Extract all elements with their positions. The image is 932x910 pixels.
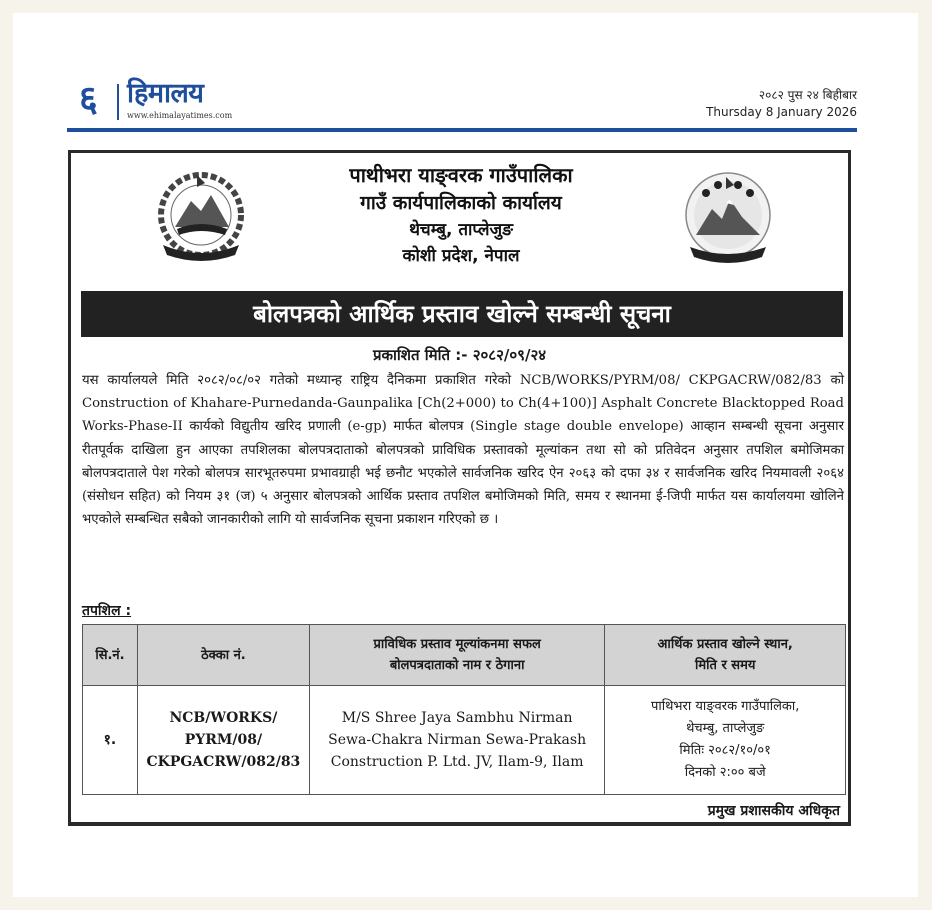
table-row xyxy=(83,686,846,795)
opening-place: पाथिभरा याङ्वरक गाउँपालिका, xyxy=(650,699,800,714)
bidder-line3: Construction P. Ltd. JV, Ilam-9, Ilam xyxy=(330,754,584,770)
header-opening xyxy=(605,625,846,686)
header-opening-line1: आर्थिक प्रस्ताव खोल्ने स्थान, xyxy=(657,637,793,652)
contract-no-line3: CKPGACRW/082/83 xyxy=(146,754,301,770)
page-number: ६ xyxy=(79,79,98,120)
schedule-label: तपशिल : xyxy=(82,603,132,619)
masthead-rule xyxy=(67,128,857,132)
header-bidder-line2: बोलपत्रदाताको नाम र ठेगाना xyxy=(389,658,525,673)
organization-header xyxy=(221,161,701,269)
bidder-line1: M/S Shree Jaya Sambhu Nirman xyxy=(341,710,573,726)
signatory-title: प्रमुख प्रशासकीय अधिकृत xyxy=(707,803,840,819)
newspaper-logo: हिमालय xyxy=(127,78,204,109)
office-name: गाउँ कार्यपालिकाको कार्यालय xyxy=(360,192,562,214)
bidder-line2: Sewa-Chakra Nirman Sewa-Prakash xyxy=(328,732,587,748)
cell-opening xyxy=(605,686,846,795)
contract-no-line2: PYRM/08/ xyxy=(184,732,263,748)
opening-time: दिनको २:०० बजे xyxy=(684,765,766,780)
header-opening-line2: मिति र समय xyxy=(695,658,756,673)
schedule-table xyxy=(82,624,846,795)
cell-bidder xyxy=(309,686,605,795)
notice-title: बोलपत्रको आर्थिक प्रस्ताव खोल्ने सम्बन्धी सूचना xyxy=(81,291,843,337)
header-contract-no: ठेक्का नं. xyxy=(137,625,309,686)
header-bidder xyxy=(309,625,605,686)
cell-serial: १. xyxy=(83,686,138,795)
opening-location: थेचम्बु, ताप्लेजुङ xyxy=(686,721,765,736)
opening-date: मितिः २०८२/१०/०१ xyxy=(679,743,771,758)
province-country: कोशी प्रदेश, नेपाल xyxy=(402,246,520,266)
header-bidder-line1: प्राविधिक प्रस्ताव मूल्यांकनमा सफल xyxy=(373,637,541,652)
office-location: थेचम्बु, ताप्लेजुङ xyxy=(409,220,513,240)
newspaper-url: www.ehimalayatimes.com xyxy=(127,111,233,120)
org-name: पाथीभरा याङ्वरक गाउँपालिका xyxy=(349,163,573,187)
notice-body: यस कार्यालयले मिति २०८२/०८/०२ गतेको मध्यान्ह राष्ट्रिय दैनिकमा प्रकाशित गरेको NCB/WORKS/PYRM/08/ CKPGACRW/082/83 को Construction of Khahare-Purnedanda-Gaunpalika [Ch(2+000) to Ch(4+100)] Asphalt Concrete Blacktopped Road Works-Phase-II कार्यको विद्युतीय खरिद प्रणाली (e-gp) मार्फत बोलपत्र (Single stage double envelope) आव्हान सम्बन्धी सूचना अनुसार रीतपूर्वक दाखिला हुन आएका तपशिलका बोलपत्रदाताको बोलपत्रको प्राविधिक प्रस्तावको मूल्यांकन तथा सो को प्रतिवेदन अनुसार तपशिल बमोजिमका बोलपत्रदाताले पेश गरेको बोलपत्र सारभूतरुपमा प्रभावग्राही भई छनौट भएकोले सार्वजनिक खरिद ऐन २०६३ को दफा ३४ र सार्वजनिक खरिद नियमावली २०६४ (संसोधन सहित) को नियम ३१ (ज) ५ अनुसार बोलपत्रको आर्थिक प्रस्ताव तपशिल बमोजिमको मिति, समय र स्थानमा ई-जिपी मार्फत यस कार्यालयमा खोलिने भएकोले सम्बन्धित सबैको जानकारीको लागि यो सार्वजनिक सूचना प्रकाशन गरिएको छ । xyxy=(82,373,844,528)
date-english: Thursday 8 January 2026 xyxy=(706,105,857,119)
table-header-row xyxy=(83,625,846,686)
header-serial: सि.नं. xyxy=(83,625,138,686)
logo-divider xyxy=(117,84,119,120)
public-notice xyxy=(68,150,851,826)
published-date: प्रकाशित मिति :- २०८२/०९/२४ xyxy=(372,346,547,364)
contract-no-line1: NCB/WORKS/ xyxy=(169,710,278,726)
cell-contract-no xyxy=(137,686,309,795)
newspaper-masthead xyxy=(67,78,857,128)
date-nepali: २०८२ पुस २४ बिहीबार xyxy=(758,88,857,102)
